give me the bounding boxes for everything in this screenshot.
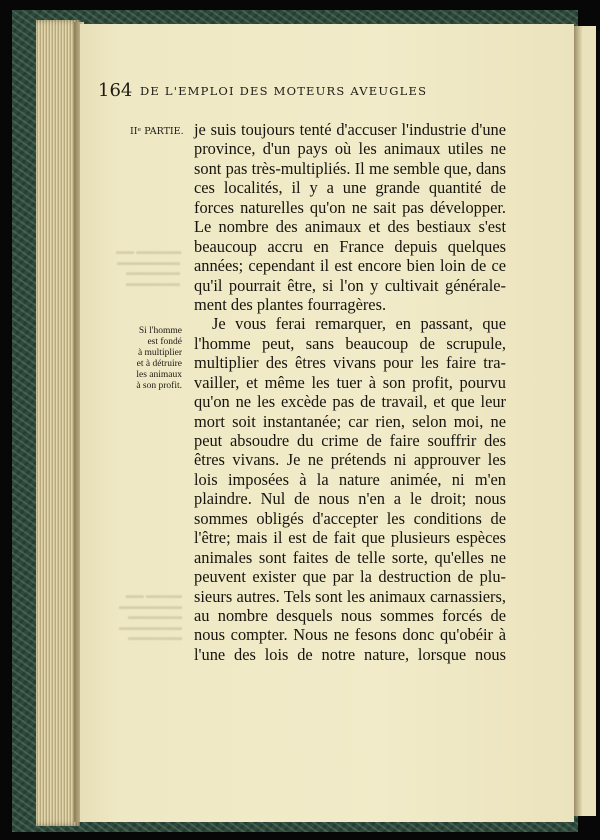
- running-head: [98, 80, 474, 102]
- show-through-text: ▬▬ ▬▬▬▬▬ ▬▬▬▬▬▬▬ ▬▬▬▬▬▬ ▬▬▬▬▬▬: [116, 246, 182, 288]
- text-line: nous compter. Nous ne fesons donc qu'obéir à: [194, 625, 506, 645]
- sidenote-line: à multiplier: [137, 348, 182, 358]
- facing-page-edge: [574, 26, 596, 816]
- text-line: Le nombre des animaux et des bestiaux s'est: [194, 217, 506, 237]
- text-line: sont pas très-multipliés. Il me semble que, dans: [194, 158, 506, 178]
- text-line: ces localités, il y a une grande quantité de: [194, 178, 506, 198]
- text-line: forces naturelles qu'on ne sait pas développer.: [194, 197, 506, 217]
- running-head-title: DE L'EMPLOI DES MOTEURS AVEUGLES: [140, 84, 428, 98]
- body-text: [194, 120, 506, 664]
- text-line: l'une des lois de notre nature, lorsque nous: [194, 644, 506, 664]
- show-through-text: ▬▬ ▬▬▬▬ ▬▬▬▬▬▬▬ ▬▬▬▬▬▬ ▬▬▬▬▬▬▬ ▬▬▬▬▬▬: [119, 590, 182, 642]
- text-line: lois imposées à la nature animée, ni m'en: [194, 469, 506, 489]
- text-line: ment des plantes fourragères.: [194, 294, 387, 314]
- text-line: l'être; mais il est de fait que plusieurs espèces: [194, 528, 506, 548]
- margin-sidenote: [108, 326, 182, 392]
- text-line: animales sont faites de telle sorte, qu'elles ne: [194, 547, 506, 567]
- page-number: 164: [98, 80, 133, 101]
- sidenote-line: à son profit.: [136, 381, 182, 391]
- text-line: mort soit instantanée; car rien, selon moi, ne: [194, 411, 506, 431]
- text-line: je suis toujours tenté d'accuser l'industrie d'une: [194, 120, 506, 139]
- sidenote-line: et à détruire: [136, 359, 182, 369]
- text-line: sommes obligés d'accepter les conditions de: [194, 508, 506, 528]
- text-line: vailler, et même les tuer à son profit, pourvu: [194, 372, 506, 392]
- text-line: beaucoup accru en France depuis quelques: [194, 236, 506, 256]
- text-line: peut absoudre du crime de faire souffrir des: [194, 431, 506, 450]
- text-line: plaindre. Nul de nous n'en a le droit; nous: [194, 489, 506, 509]
- text-line: sieurs autres. Tels sont les animaux carnassiers,: [194, 586, 506, 606]
- text-line: l'homme peut, sans beaucoup de scrupule,: [194, 333, 506, 353]
- sidenote-line: les animaux: [136, 370, 182, 380]
- text-line: qu'on ne les excède pas de travail, et que leur: [194, 392, 506, 412]
- part-label: IIᵉ PARTIE.: [130, 126, 184, 137]
- text-line: qu'il pourrait être, si l'on y cultivait générale-: [194, 275, 506, 295]
- sidenote-line: Si l'homme: [138, 326, 182, 336]
- text-line: province, d'un pays où les animaux utiles ne: [194, 139, 506, 159]
- text-line: au nombre desquels nous sommes forcés de: [194, 605, 506, 625]
- sidenote-line: est fondé: [147, 337, 182, 347]
- text-line: êtres vivans. Je ne prétends ni approuver les: [194, 450, 506, 470]
- text-line: peuvent exister que par la destruction de plu-: [194, 567, 506, 587]
- text-line: Je vous ferai remarquer, en passant, que: [212, 314, 506, 334]
- text-line: années; cependant il est encore bien loin de ce: [194, 256, 506, 276]
- text-line: multiplier des êtres vivans pour les faire tra-: [194, 353, 506, 373]
